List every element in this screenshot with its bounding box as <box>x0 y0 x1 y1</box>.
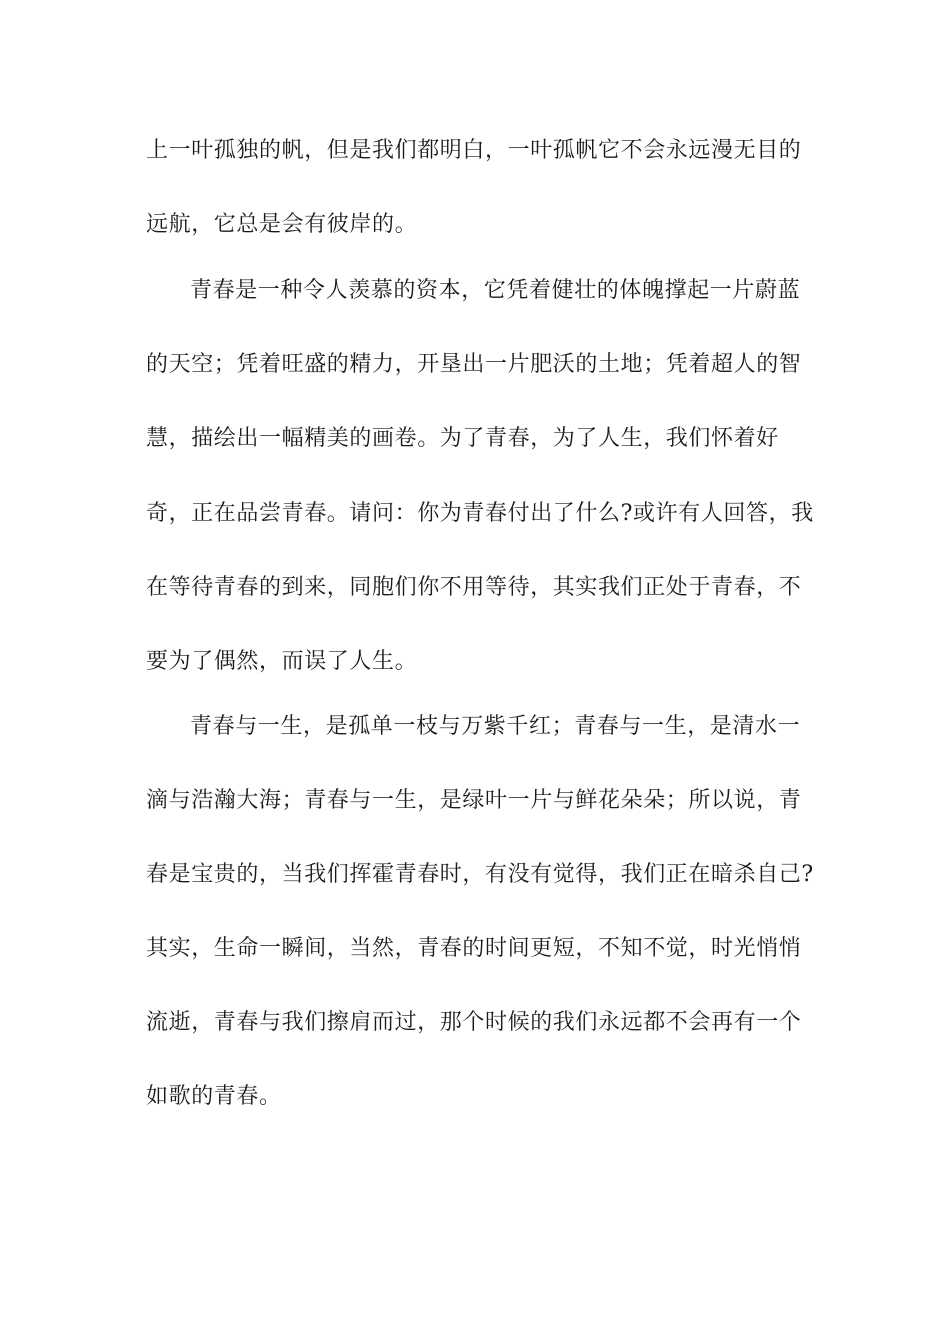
paragraph-3-line-2: 滴与浩瀚大海；青春与一生，是绿叶一片与鲜花朵朵；所以说，青 <box>146 788 802 813</box>
paragraph-3-line-5: 流逝，青春与我们擦肩而过，那个时候的我们永远都不会再有一个 <box>146 1010 802 1035</box>
paragraph-2-line-6: 要为了偶然，而误了人生。 <box>146 649 418 674</box>
paragraph-3-line-3: 春是宝贵的，当我们挥霍青春时，有没有觉得，我们正在暗杀自己? <box>146 862 814 887</box>
paragraph-3-line-6: 如歌的青春。 <box>146 1084 282 1109</box>
paragraph-1-line-1: 上一叶孤独的帆，但是我们都明白，一叶孤帆它不会永远漫无目的 <box>146 138 802 163</box>
paragraph-2-line-3: 慧，描绘出一幅精美的画卷。为了青春，为了人生，我们怀着好 <box>146 426 779 451</box>
paragraph-2-line-4: 奇，正在品尝青春。请问：你为青春付出了什么?或许有人回答，我 <box>146 501 814 526</box>
paragraph-3-line-4: 其实，生命一瞬间，当然，青春的时间更短，不知不觉，时光悄悄 <box>146 936 802 961</box>
paragraph-2-line-5: 在等待青春的到来，同胞们你不用等待，其实我们正处于青春，不 <box>146 575 802 600</box>
paragraph-3-line-1: 青春与一生，是孤单一枝与万紫千红；青春与一生，是清水一 <box>190 714 801 739</box>
paragraph-2-line-1: 青春是一种令人羡慕的资本，它凭着健壮的体魄撑起一片蔚蓝 <box>190 278 801 303</box>
paragraph-1-line-2: 远航，它总是会有彼岸的。 <box>146 212 418 237</box>
paragraph-2-line-2: 的天空；凭着旺盛的精力，开垦出一片肥沃的土地；凭着超人的智 <box>146 352 802 377</box>
